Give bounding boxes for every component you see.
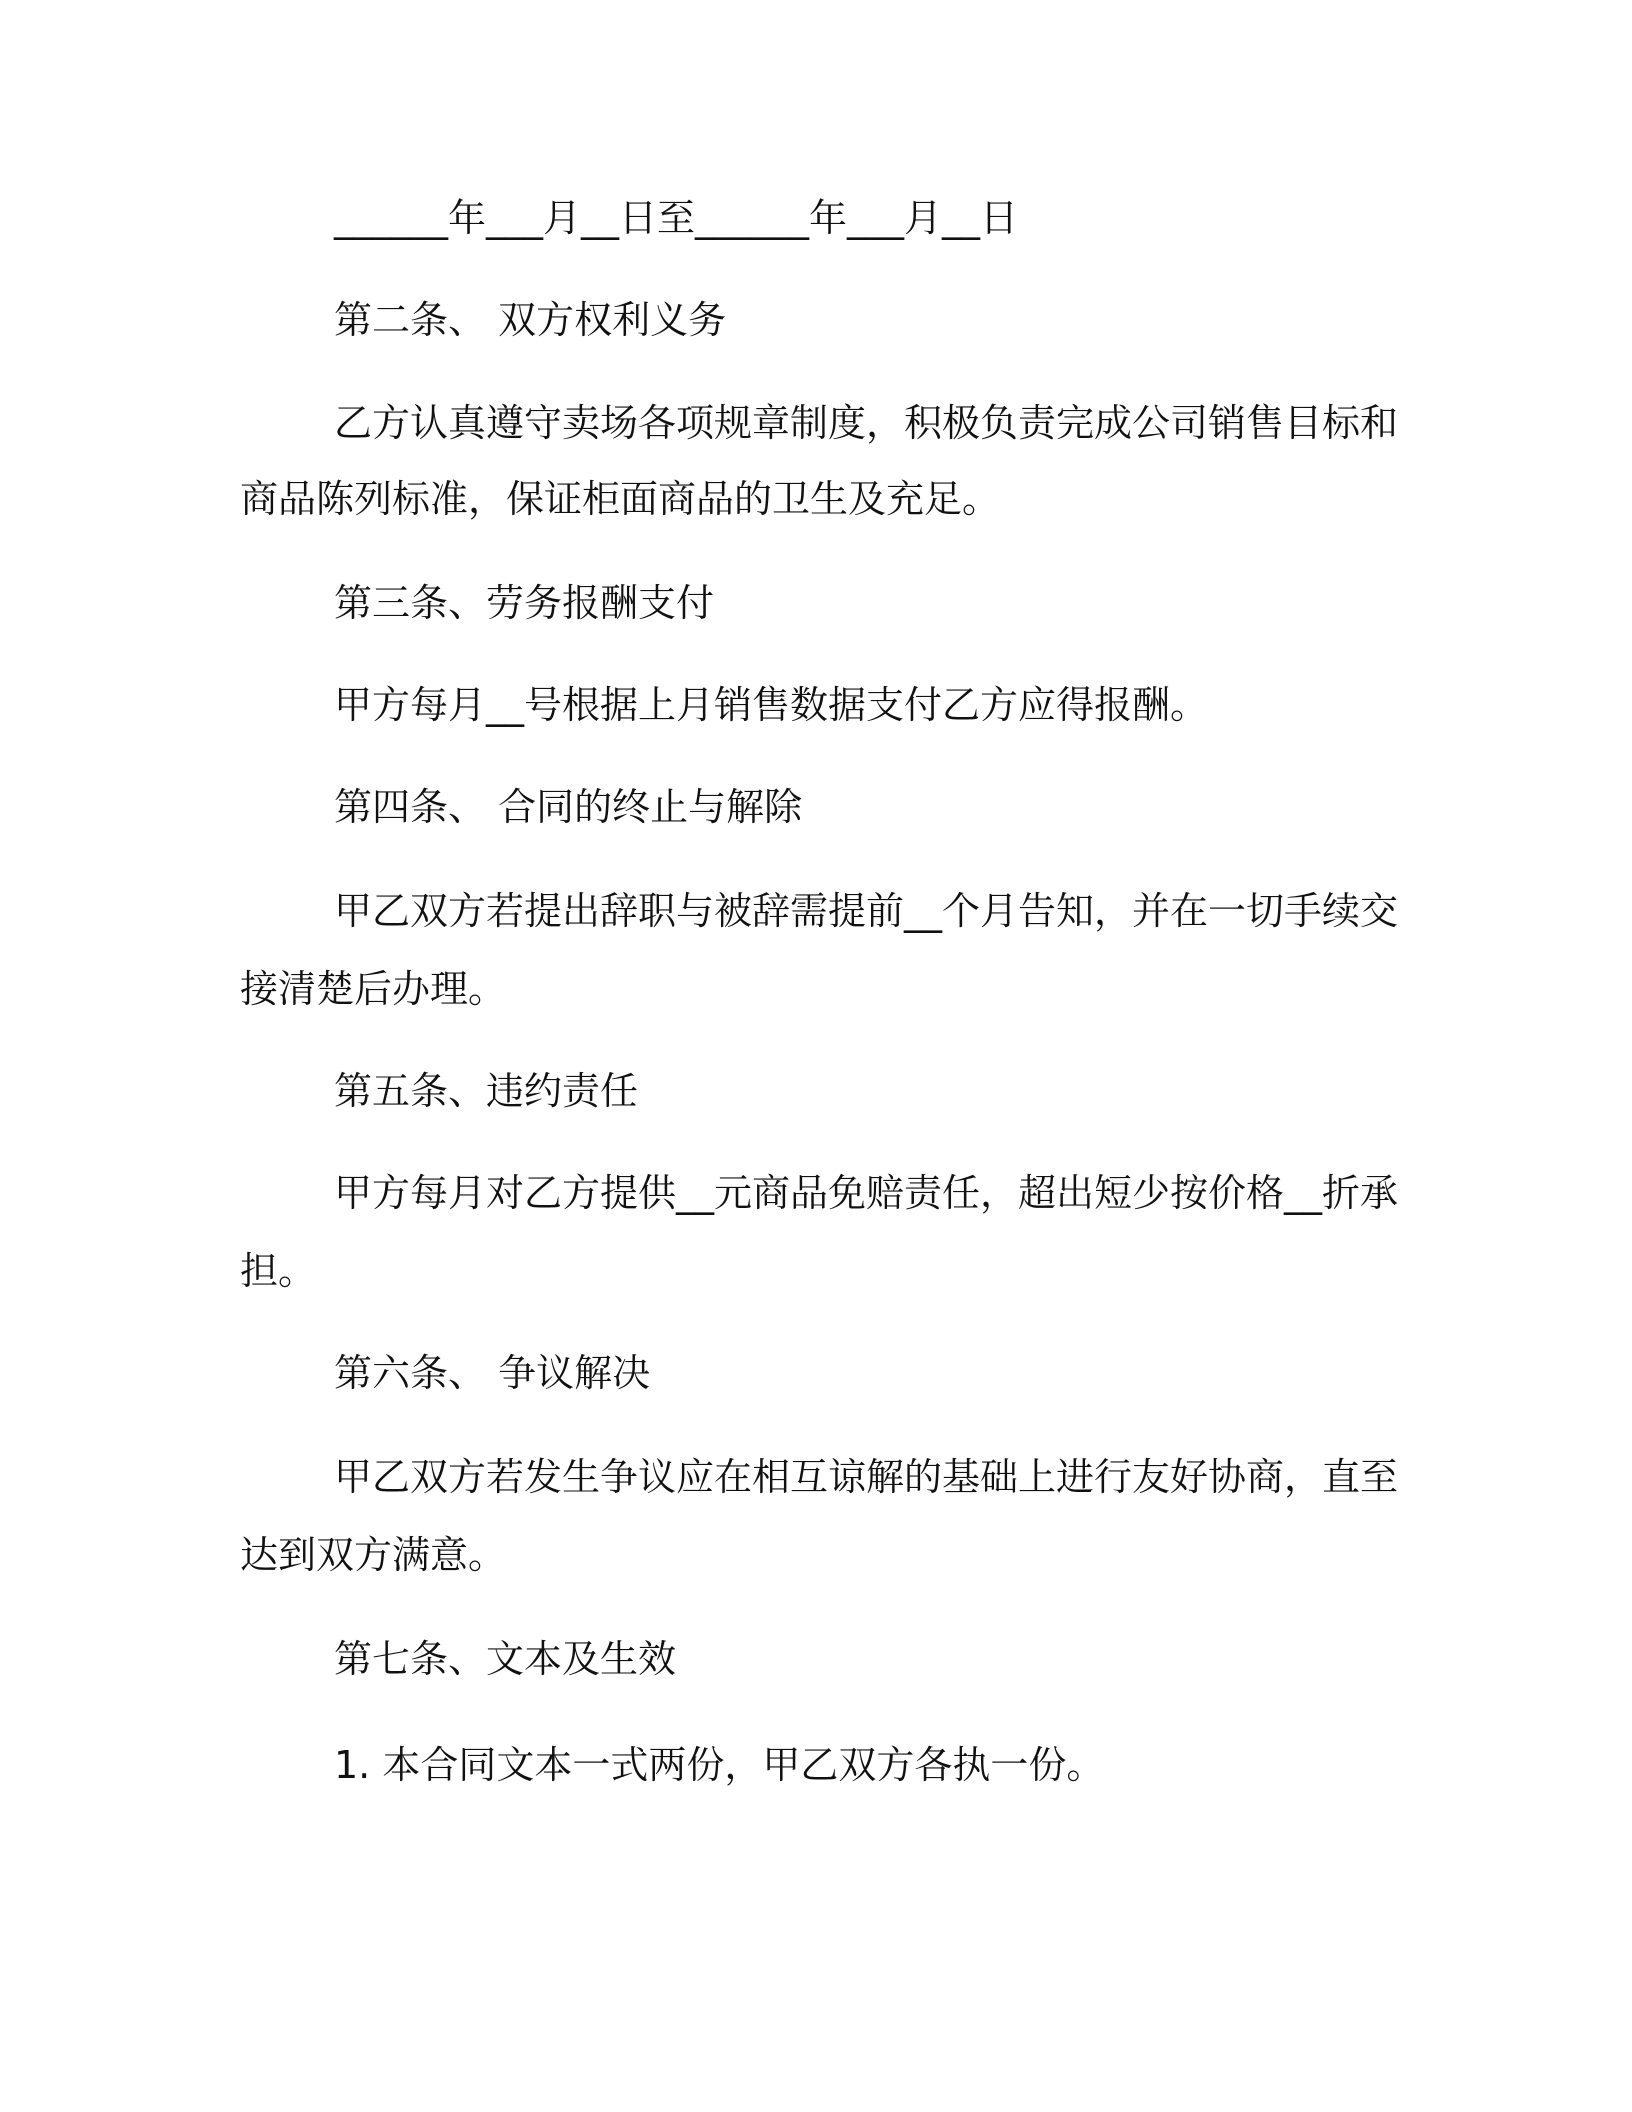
article-2-paragraph-text-1: 乙方认真遵守卖场各项规章制度，积极负责完成公司销售目标和 [334,401,1399,445]
article-6-heading-text: 第六条、 争议解决 [334,1351,651,1395]
article-5-paragraph-text-1: 甲方每月对乙方提供__元商品免赔责任，超出短少按价格__折承 [334,1171,1399,1215]
article-5-heading [240,1066,1400,1116]
article-5-heading-text: 第五条、违约责任 [334,1069,639,1113]
article-3-heading [240,578,1400,628]
article-2-paragraph-line-2 [240,474,1400,524]
article-2-paragraph-line-1 [240,398,1400,448]
article-4-heading [240,782,1400,832]
article-6-heading [240,1348,1400,1398]
article-4-paragraph-text-2: 接清楚后办理。 [240,967,507,1011]
article-3-paragraph-text: 甲方每月__号根据上月销售数据支付乙方应得报酬。 [334,683,1209,727]
article-4-paragraph-line-2 [240,964,1400,1014]
article-5-paragraph-text-2: 担。 [240,1249,317,1293]
article-3-heading-text: 第三条、劳务报酬支付 [334,581,715,625]
article-4-heading-text: 第四条、 合同的终止与解除 [334,785,803,829]
article-7-item-1-text: 1. 本合同文本一式两份，甲乙双方各执一份。 [334,1743,1105,1787]
article-4-paragraph-text-1: 甲乙双方若提出辞职与被辞需提前__个月告知，并在一切手续交 [334,889,1399,933]
contract-term-dates-text: ______年___月__日至______年___月__日 [334,196,1019,240]
article-6-paragraph-line-2 [240,1530,1400,1580]
article-2-heading-text: 第二条、 双方权利义务 [334,298,727,342]
article-2-paragraph-text-2: 商品陈列标准，保证柜面商品的卫生及充足。 [240,477,1001,521]
article-4-paragraph-line-1 [240,886,1400,936]
article-7-item-1 [240,1740,1400,1790]
article-7-heading [240,1634,1400,1684]
article-2-heading [240,295,1400,345]
article-6-paragraph-text-2: 达到双方满意。 [240,1533,507,1577]
article-6-paragraph-line-1 [240,1452,1400,1502]
article-5-paragraph-line-1 [240,1168,1400,1218]
article-6-paragraph-text-1: 甲乙双方若发生争议应在相互谅解的基础上进行友好协商，直至 [334,1455,1399,1499]
article-7-heading-text: 第七条、文本及生效 [334,1637,677,1681]
article-5-paragraph-line-2 [240,1246,1400,1296]
article-3-paragraph [240,680,1400,730]
contract-term-dates [240,193,1400,243]
